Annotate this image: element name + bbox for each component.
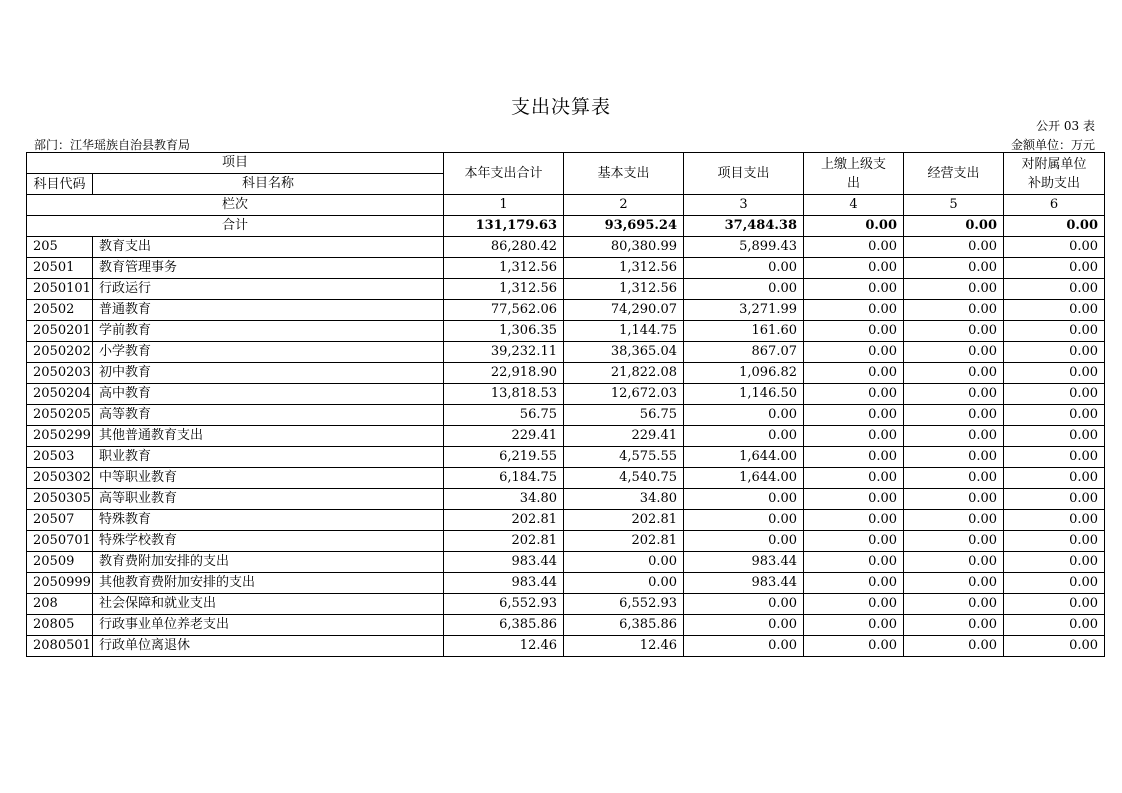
row-value: 0.00 <box>1004 405 1105 426</box>
column-number: 4 <box>804 195 904 216</box>
header-upper: 上缴上级支出 <box>821 156 887 191</box>
row-name: 社会保障和就业支出 <box>93 594 444 615</box>
sum-value: 131,179.63 <box>444 216 564 237</box>
row-code: 2050202 <box>27 342 93 363</box>
row-value: 0.00 <box>1004 300 1105 321</box>
table-row <box>27 636 1105 657</box>
table-row <box>27 510 1105 531</box>
row-value: 22,918.90 <box>444 363 564 384</box>
header-business: 经营支出 <box>904 153 1004 195</box>
table-row <box>27 447 1105 468</box>
row-value: 0.00 <box>1004 426 1105 447</box>
row-value: 34.80 <box>444 489 564 510</box>
sum-value: 0.00 <box>1004 216 1105 237</box>
expenditure-table <box>26 152 1105 657</box>
row-code: 2050999 <box>27 573 93 594</box>
row-value: 0.00 <box>904 468 1004 489</box>
row-value: 0.00 <box>684 531 804 552</box>
table-row <box>27 531 1105 552</box>
row-value: 202.81 <box>444 510 564 531</box>
row-code: 205 <box>27 237 93 258</box>
row-value: 0.00 <box>904 573 1004 594</box>
row-value: 0.00 <box>804 615 904 636</box>
row-value: 0.00 <box>1004 342 1105 363</box>
row-value: 0.00 <box>904 405 1004 426</box>
header-subsidy: 对附属单位补助支出 <box>1021 156 1087 191</box>
row-name: 教育管理事务 <box>93 258 444 279</box>
row-value: 867.07 <box>684 342 804 363</box>
row-value: 0.00 <box>804 300 904 321</box>
row-value: 0.00 <box>804 531 904 552</box>
row-value: 0.00 <box>904 636 1004 657</box>
row-value: 1,312.56 <box>564 279 684 300</box>
row-value: 0.00 <box>904 552 1004 573</box>
row-value: 0.00 <box>1004 552 1105 573</box>
row-value: 0.00 <box>564 573 684 594</box>
amount-unit-label: 金额单位：万元 <box>1010 138 1095 152</box>
department-label: 部门：江华瑶族自治县教育局 <box>34 138 191 152</box>
row-value: 0.00 <box>904 321 1004 342</box>
row-value: 0.00 <box>1004 321 1105 342</box>
row-value: 0.00 <box>1004 447 1105 468</box>
row-value: 0.00 <box>904 258 1004 279</box>
sum-value: 0.00 <box>904 216 1004 237</box>
row-value: 0.00 <box>904 342 1004 363</box>
row-name: 其他普通教育支出 <box>93 426 444 447</box>
row-value: 0.00 <box>904 279 1004 300</box>
row-value: 1,144.75 <box>564 321 684 342</box>
row-value: 1,096.82 <box>684 363 804 384</box>
row-value: 0.00 <box>684 489 804 510</box>
row-value: 4,575.55 <box>564 447 684 468</box>
row-value: 0.00 <box>564 552 684 573</box>
table-row <box>27 573 1105 594</box>
row-name: 小学教育 <box>93 342 444 363</box>
row-name: 普通教育 <box>93 300 444 321</box>
row-name: 高等职业教育 <box>93 489 444 510</box>
table-body <box>27 237 1105 657</box>
row-value: 0.00 <box>1004 363 1105 384</box>
row-value: 1,644.00 <box>684 447 804 468</box>
row-value: 0.00 <box>684 426 804 447</box>
row-value: 39,232.11 <box>444 342 564 363</box>
table-row <box>27 321 1105 342</box>
row-code: 2050299 <box>27 426 93 447</box>
row-value: 0.00 <box>804 237 904 258</box>
column-number-label: 栏次 <box>27 195 444 216</box>
row-value: 0.00 <box>804 594 904 615</box>
row-value: 74,290.07 <box>564 300 684 321</box>
row-code: 2050204 <box>27 384 93 405</box>
row-value: 0.00 <box>1004 615 1105 636</box>
row-code: 2050302 <box>27 468 93 489</box>
row-value: 0.00 <box>804 258 904 279</box>
row-code: 20501 <box>27 258 93 279</box>
row-value: 0.00 <box>684 594 804 615</box>
row-value: 6,552.93 <box>444 594 564 615</box>
table-row <box>27 279 1105 300</box>
row-value: 86,280.42 <box>444 237 564 258</box>
table-row <box>27 258 1105 279</box>
row-value: 0.00 <box>684 405 804 426</box>
row-value: 0.00 <box>904 531 1004 552</box>
row-code: 208 <box>27 594 93 615</box>
row-value: 0.00 <box>684 258 804 279</box>
row-value: 12,672.03 <box>564 384 684 405</box>
table-row <box>27 384 1105 405</box>
row-value: 77,562.06 <box>444 300 564 321</box>
row-value: 0.00 <box>804 279 904 300</box>
row-code: 2050701 <box>27 531 93 552</box>
row-name: 其他教育费附加安排的支出 <box>93 573 444 594</box>
row-value: 1,312.56 <box>564 258 684 279</box>
row-value: 0.00 <box>904 300 1004 321</box>
row-name: 高中教育 <box>93 384 444 405</box>
row-code: 2050305 <box>27 489 93 510</box>
row-code: 2050101 <box>27 279 93 300</box>
row-name: 教育费附加安排的支出 <box>93 552 444 573</box>
row-value: 0.00 <box>684 279 804 300</box>
row-value: 0.00 <box>904 594 1004 615</box>
header-project: 项目支出 <box>684 153 804 195</box>
row-value: 983.44 <box>684 573 804 594</box>
row-code: 20509 <box>27 552 93 573</box>
column-number: 5 <box>904 195 1004 216</box>
row-code: 20502 <box>27 300 93 321</box>
row-value: 0.00 <box>804 468 904 489</box>
row-value: 0.00 <box>904 510 1004 531</box>
form-number: 公开 03 表 <box>1036 119 1095 133</box>
row-value: 38,365.04 <box>564 342 684 363</box>
row-name: 特殊学校教育 <box>93 531 444 552</box>
row-value: 202.81 <box>444 531 564 552</box>
row-value: 0.00 <box>804 384 904 405</box>
row-value: 0.00 <box>1004 237 1105 258</box>
header-item: 项目 <box>27 153 444 174</box>
table-row <box>27 405 1105 426</box>
row-value: 12.46 <box>444 636 564 657</box>
row-value: 21,822.08 <box>564 363 684 384</box>
row-name: 特殊教育 <box>93 510 444 531</box>
row-value: 0.00 <box>1004 468 1105 489</box>
row-value: 34.80 <box>564 489 684 510</box>
row-name: 高等教育 <box>93 405 444 426</box>
row-value: 0.00 <box>904 426 1004 447</box>
row-value: 202.81 <box>564 510 684 531</box>
header-code: 科目代码 <box>33 176 86 192</box>
row-value: 0.00 <box>684 615 804 636</box>
column-number: 1 <box>444 195 564 216</box>
row-value: 983.44 <box>684 552 804 573</box>
header-name: 科目名称 <box>93 174 444 195</box>
row-value: 0.00 <box>904 489 1004 510</box>
row-name: 行政单位离退休 <box>93 636 444 657</box>
row-name: 职业教育 <box>93 447 444 468</box>
row-name: 行政事业单位养老支出 <box>93 615 444 636</box>
row-name: 学前教育 <box>93 321 444 342</box>
table-row <box>27 615 1105 636</box>
row-value: 6,552.93 <box>564 594 684 615</box>
sum-value: 93,695.24 <box>564 216 684 237</box>
table-row <box>27 468 1105 489</box>
row-value: 229.41 <box>564 426 684 447</box>
table-row <box>27 342 1105 363</box>
sum-row-label: 合计 <box>27 216 444 237</box>
row-value: 1,312.56 <box>444 258 564 279</box>
row-name: 中等职业教育 <box>93 468 444 489</box>
row-value: 0.00 <box>804 552 904 573</box>
row-value: 6,385.86 <box>444 615 564 636</box>
row-value: 0.00 <box>804 405 904 426</box>
row-value: 0.00 <box>1004 510 1105 531</box>
row-value: 1,312.56 <box>444 279 564 300</box>
row-value: 0.00 <box>804 342 904 363</box>
row-value: 80,380.99 <box>564 237 684 258</box>
row-value: 4,540.75 <box>564 468 684 489</box>
row-value: 0.00 <box>904 237 1004 258</box>
row-value: 3,271.99 <box>684 300 804 321</box>
row-value: 0.00 <box>904 615 1004 636</box>
table-row <box>27 552 1105 573</box>
row-name: 行政运行 <box>93 279 444 300</box>
row-value: 1,644.00 <box>684 468 804 489</box>
sum-value: 0.00 <box>804 216 904 237</box>
row-value: 0.00 <box>1004 573 1105 594</box>
row-value: 12.46 <box>564 636 684 657</box>
row-value: 5,899.43 <box>684 237 804 258</box>
row-code: 2050203 <box>27 363 93 384</box>
row-value: 0.00 <box>804 447 904 468</box>
row-value: 6,385.86 <box>564 615 684 636</box>
row-value: 0.00 <box>1004 279 1105 300</box>
table-row <box>27 237 1105 258</box>
row-code: 20503 <box>27 447 93 468</box>
column-number: 2 <box>564 195 684 216</box>
row-value: 0.00 <box>904 384 1004 405</box>
sum-value: 37,484.38 <box>684 216 804 237</box>
row-value: 56.75 <box>564 405 684 426</box>
row-value: 0.00 <box>1004 489 1105 510</box>
row-value: 0.00 <box>1004 258 1105 279</box>
row-value: 1,146.50 <box>684 384 804 405</box>
row-value: 56.75 <box>444 405 564 426</box>
row-code: 2080501 <box>27 636 93 657</box>
row-value: 0.00 <box>904 447 1004 468</box>
row-value: 983.44 <box>444 573 564 594</box>
row-value: 0.00 <box>804 363 904 384</box>
row-value: 0.00 <box>684 636 804 657</box>
row-value: 0.00 <box>804 489 904 510</box>
table-row <box>27 426 1105 447</box>
row-value: 1,306.35 <box>444 321 564 342</box>
row-value: 13,818.53 <box>444 384 564 405</box>
row-value: 0.00 <box>804 426 904 447</box>
header-basic: 基本支出 <box>564 153 684 195</box>
row-value: 229.41 <box>444 426 564 447</box>
row-value: 6,184.75 <box>444 468 564 489</box>
row-value: 0.00 <box>804 636 904 657</box>
row-code: 2050205 <box>27 405 93 426</box>
row-code: 20507 <box>27 510 93 531</box>
table-row <box>27 489 1105 510</box>
row-code: 2050201 <box>27 321 93 342</box>
row-value: 983.44 <box>444 552 564 573</box>
column-number: 3 <box>684 195 804 216</box>
column-number: 6 <box>1004 195 1105 216</box>
table-row <box>27 300 1105 321</box>
row-value: 0.00 <box>804 510 904 531</box>
page-title: 支出决算表 <box>510 96 611 118</box>
row-value: 0.00 <box>684 510 804 531</box>
row-name: 初中教育 <box>93 363 444 384</box>
row-value: 0.00 <box>904 363 1004 384</box>
row-name: 教育支出 <box>93 237 444 258</box>
table-row <box>27 363 1105 384</box>
row-code: 20805 <box>27 615 93 636</box>
row-value: 0.00 <box>1004 594 1105 615</box>
row-value: 161.60 <box>684 321 804 342</box>
row-value: 0.00 <box>1004 531 1105 552</box>
row-value: 0.00 <box>804 573 904 594</box>
row-value: 0.00 <box>1004 636 1105 657</box>
row-value: 6,219.55 <box>444 447 564 468</box>
row-value: 202.81 <box>564 531 684 552</box>
header-total: 本年支出合计 <box>444 153 564 195</box>
table-row <box>27 594 1105 615</box>
row-value: 0.00 <box>804 321 904 342</box>
row-value: 0.00 <box>1004 384 1105 405</box>
